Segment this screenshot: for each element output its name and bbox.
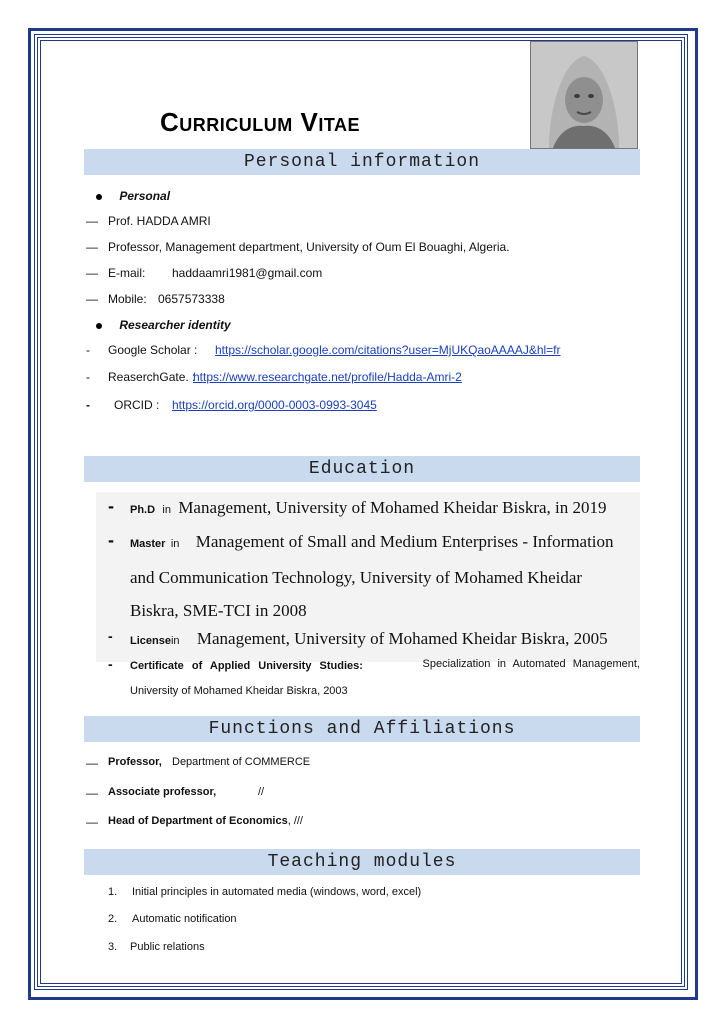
function-row-3 [86, 815, 303, 829]
dash-icon: — [86, 815, 98, 829]
function-1-text: Department of COMMERCE [172, 756, 311, 768]
researchgate-row [86, 370, 462, 384]
mobile-label: Mobile: [108, 292, 147, 306]
license-label: License [130, 635, 171, 647]
master-line-3: Biskra, SME-TCI in 2008 [130, 601, 307, 620]
scholar-label: Google Scholar : [108, 343, 198, 357]
section-education: Education [84, 456, 640, 482]
dash-icon: — [86, 756, 98, 770]
master-line-2: and Communication Technology, University of Mohamed Kheidar [130, 568, 583, 587]
researchgate-label: ReaserchGate. : [108, 370, 196, 384]
personal-heading: Personal [119, 189, 171, 203]
education-license [130, 629, 608, 649]
scholar-row [86, 343, 561, 357]
position-text: Professor, Management department, University of Oum El Bouaghi, Algeria. [108, 240, 510, 254]
function-row-1 [86, 756, 311, 770]
function-1-label: Professor, [108, 756, 162, 768]
education-phd [130, 498, 607, 518]
function-2-text: // [258, 786, 265, 798]
function-3-text: , /// [287, 815, 303, 827]
profile-photo [530, 41, 638, 149]
phd-label: Ph.D [130, 504, 156, 516]
teaching-item-number: 3. [108, 941, 118, 953]
dash-icon: - [108, 530, 114, 550]
researchgate-link[interactable]: https://www.researchgate.net/profile/Hadda-Amri-2 [193, 370, 462, 384]
email-label: E-mail: [108, 266, 146, 280]
dash-icon: - [108, 628, 113, 644]
researcher-heading: Researcher identity [119, 318, 231, 332]
certificate-text: Specialization in Automated Management, [422, 658, 640, 670]
teaching-item-number: 2. [108, 913, 118, 925]
phd-text: Management, University of Mohamed Kheidar Biskra, in 2019 [178, 498, 607, 517]
section-personal-information: Personal information [84, 149, 640, 175]
function-2-label: Associate professor, [108, 786, 217, 798]
teaching-item-number: 1. [108, 886, 118, 898]
mobile-value: 0657573338 [158, 292, 225, 306]
certificate-label: Certificate of Applied University Studies: [130, 660, 363, 672]
certificate-line-2: University of Mohamed Kheidar Biskra, 2003 [130, 685, 348, 697]
section-teaching-modules: Teaching modules [84, 849, 640, 875]
mobile-row [86, 292, 225, 306]
dash-icon: - [86, 343, 90, 357]
orcid-label: ORCID : [114, 398, 160, 412]
function-3-label: Head of Department of Economics [108, 815, 288, 827]
position-row [86, 240, 510, 254]
personal-heading-row [96, 189, 170, 203]
master-in: in [170, 538, 180, 550]
master-line-1: Management of Small and Medium Enterprises - Information [195, 532, 614, 551]
page-title: Curriculum Vitae [160, 107, 360, 137]
bullet-icon [96, 194, 102, 200]
researcher-heading-row [96, 318, 231, 332]
email-value[interactable]: haddaamri1981@gmail.com [172, 266, 323, 280]
teaching-item [108, 913, 237, 925]
function-row-2 [86, 786, 265, 800]
dash-icon: — [86, 240, 98, 254]
dash-icon: — [86, 214, 98, 228]
dash-icon: — [86, 266, 98, 280]
teaching-item [108, 886, 422, 898]
dash-icon: — [86, 292, 98, 306]
teaching-item [108, 941, 205, 953]
scholar-link[interactable]: https://scholar.google.com/citations?user=MjUKQaoAAAAJ&hl=fr [215, 343, 561, 357]
teaching-item-text: Public relations [130, 941, 205, 953]
teaching-item-text: Automatic notification [132, 913, 237, 925]
dash-icon: - [86, 398, 90, 412]
phd-in: in [162, 504, 171, 516]
dash-icon: - [108, 496, 114, 516]
dash-icon: - [86, 370, 90, 384]
education-certificate [130, 658, 640, 672]
teaching-item-text: Initial principles in automated media (windows, word, excel) [132, 886, 422, 898]
orcid-link[interactable]: https://orcid.org/0000-0003-0993-3045 [172, 398, 377, 412]
orcid-row [86, 398, 377, 412]
name-row [86, 214, 211, 228]
section-functions-affiliations: Functions and Affiliations [84, 716, 640, 742]
dash-icon: — [86, 786, 98, 800]
email-row [86, 266, 323, 280]
dash-icon: - [108, 656, 113, 672]
education-master [130, 532, 614, 552]
master-label: Master [130, 538, 166, 550]
license-text: Management, University of Mohamed Kheidar Biskra, 2005 [196, 629, 608, 648]
license-in: in [170, 635, 180, 647]
bullet-icon [96, 323, 102, 329]
full-name: Prof. HADDA AMRI [108, 214, 211, 228]
